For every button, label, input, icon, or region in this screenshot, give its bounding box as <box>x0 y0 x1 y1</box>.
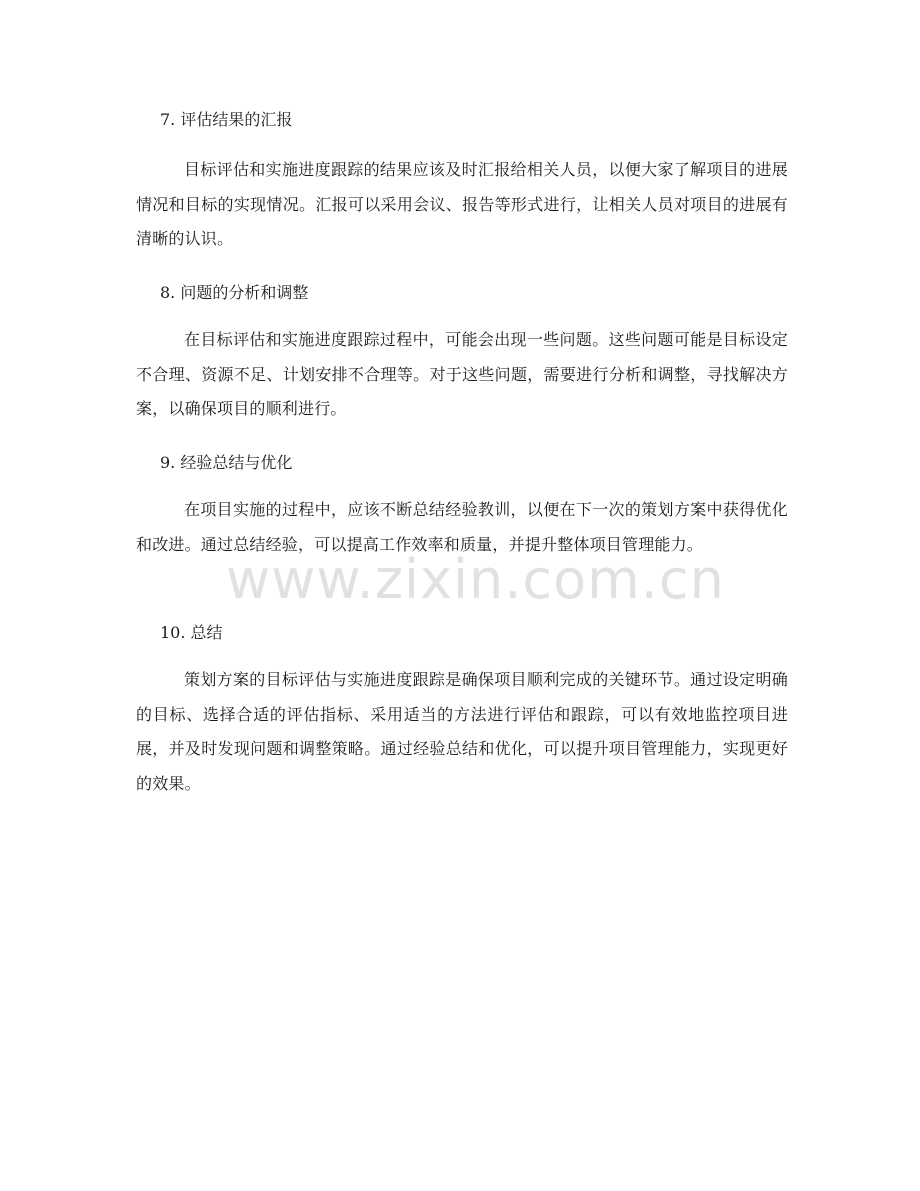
section-body-8: 在目标评估和实施进度跟踪过程中，可能会出现一些问题。这些问题可能是目标设定不合理、资源不足、计划安排不合理等。对于这些问题，需要进行分析和调整，寻找解决方案，以确保项目的顺利进行。 <box>136 330 788 418</box>
section-body-10: 策划方案的目标评估与实施进度跟踪是确保项目顺利完成的关键环节。通过设定明确的目标、选择合适的评估指标、采用适当的方法进行评估和跟踪，可以有效地监控项目进展，并及时发现问题和调整策略。通过经验总结和优化，可以提升项目管理能力，实现更好的效果。 <box>136 670 788 793</box>
section-body-9: 在项目实施的过程中，应该不断总结经验教训，以便在下一次的策划方案中获得优化和改进。通过总结经验，可以提高工作效率和质量，并提升整体项目管理能力。 <box>136 500 788 554</box>
section-heading-8: 8. 问题的分析和调整 <box>160 283 309 302</box>
section-heading-7: 7. 评估结果的汇报 <box>160 110 293 129</box>
section-heading-9: 9. 经验总结与优化 <box>160 453 293 472</box>
section-body-7: 目标评估和实施进度跟踪的结果应该及时汇报给相关人员，以便大家了解项目的进展情况和目标的实现情况。汇报可以采用会议、报告等形式进行，让相关人员对项目的进展有清晰的认识。 <box>136 160 788 248</box>
watermark: www.zixin.com.cn <box>226 548 725 611</box>
section-heading-10: 10. 总结 <box>160 623 223 642</box>
